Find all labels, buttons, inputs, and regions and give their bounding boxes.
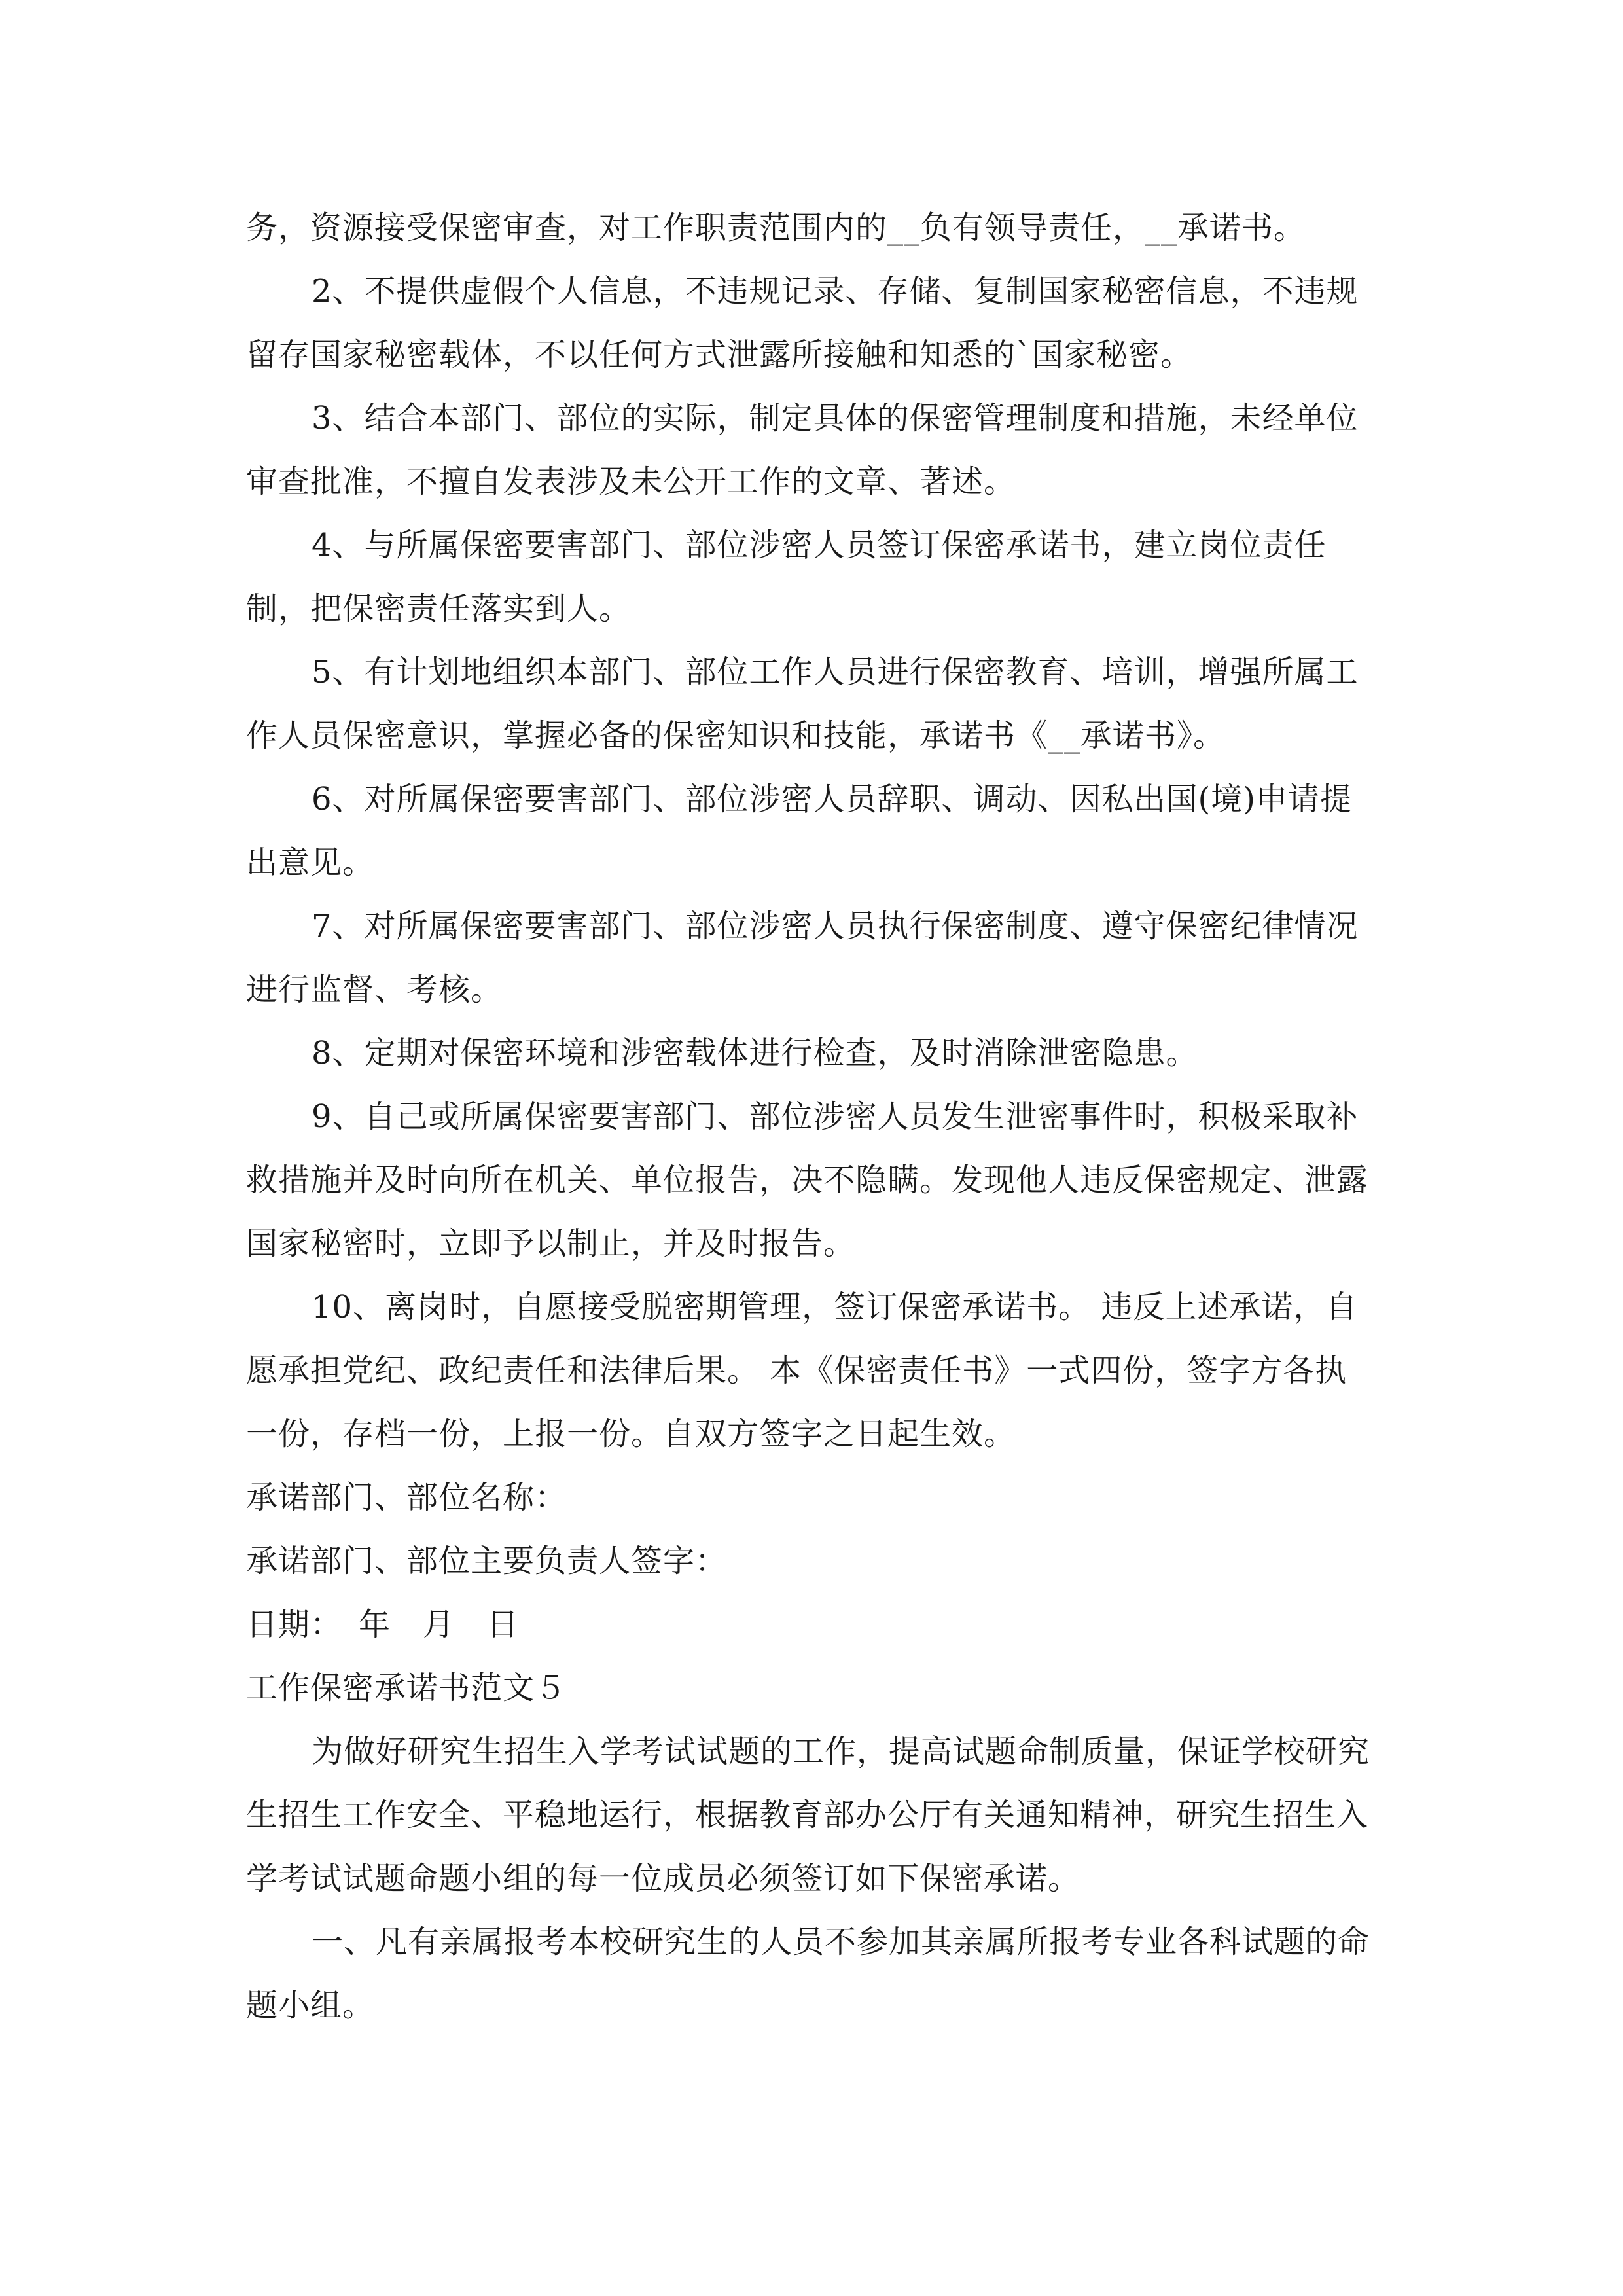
paragraph-item-4: 4、与所属保密要害部门、部位涉密人员签订保密承诺书，建立岗位责任制，把保密责任落实到人。	[246, 527, 1327, 627]
signature-line: 承诺部门、部位主要负责人签字：	[246, 1543, 728, 1579]
document-body	[246, 196, 1378, 2037]
paragraph-item-10: 10、离岗时，自愿接受脱密期管理，签订保密承诺书。 违反上述承诺，自愿承担党纪、政纪责任和法律后果。 本《保密责任书》一式四份，签字方各执一份，存档一份，上报一份。自双方签字之日起生效。	[246, 1289, 1358, 1452]
paragraph-continuation: 务，资源接受保密审查，对工作职责范围内的__负有领导责任，__承诺书。	[246, 209, 1306, 246]
paragraph-item-3: 3、结合本部门、部位的实际，制定具体的保密管理制度和措施，未经单位审查批准，不擅自发表涉及未公开工作的文章、著述。	[246, 400, 1359, 500]
department-name-line: 承诺部门、部位名称：	[246, 1479, 567, 1516]
paragraph-item-6: 6、对所属保密要害部门、部位涉密人员辞职、调动、因私出国(境)申请提出意见。	[246, 781, 1352, 881]
paragraph-intro: 为做好研究生招生入学考试试题的工作，提高试题命制质量，保证学校研究生招生工作安全、平稳地运行，根据教育部办公厅有关通知精神，研究生招生入学考试试题命题小组的每一位成员必须签订如下保密承诺。	[246, 1733, 1370, 1897]
paragraph-item-7: 7、对所属保密要害部门、部位涉密人员执行保密制度、遵守保密纪律情况进行监督、考核。	[246, 908, 1359, 1008]
paragraph-item-9: 9、自己或所属保密要害部门、部位涉密人员发生泄密事件时，积极采取补救措施并及时向所在机关、单位报告，决不隐瞒。发现他人违反保密规定、泄露国家秘密时，立即予以制止，并及时报告。	[246, 1098, 1369, 1262]
paragraph-item-2: 2、不提供虚假个人信息，不违规记录、存储、复制国家秘密信息，不违规留存国家秘密载体，不以任何方式泄露所接触和知悉的`国家秘密。	[246, 273, 1359, 373]
paragraph-item-8: 8、定期对保密环境和涉密载体进行检查，及时消除泄密隐患。	[312, 1035, 1198, 1071]
paragraph-item-5: 5、有计划地组织本部门、部位工作人员进行保密教育、培训，增强所属工作人员保密意识，掌握必备的保密知识和技能，承诺书《__承诺书》。	[246, 654, 1359, 754]
paragraph-clause-1: 一、凡有亲属报考本校研究生的人员不参加其亲属所报考专业各科试题的命题小组。	[246, 1924, 1370, 2024]
date-line: 日期： 年 月 日	[246, 1606, 520, 1643]
section-title: 工作保密承诺书范文５	[246, 1670, 567, 1706]
